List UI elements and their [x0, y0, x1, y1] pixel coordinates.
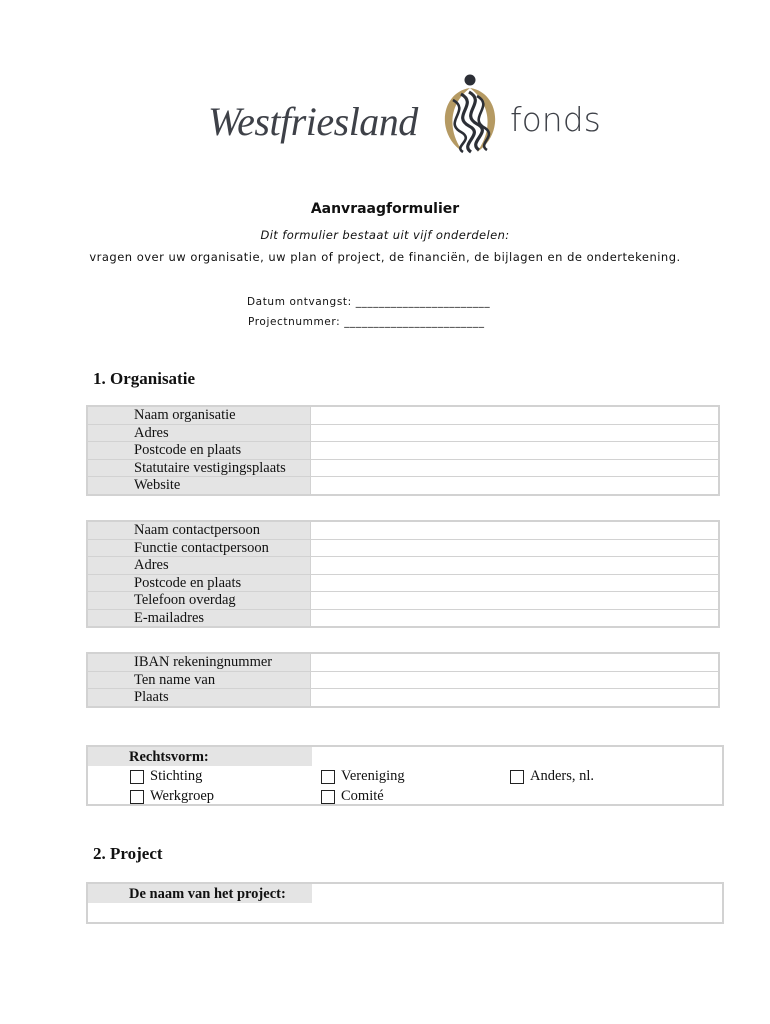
received-date-line: [247, 296, 490, 308]
table-row: [87, 671, 719, 689]
option-label: Comité: [341, 788, 384, 804]
field-label: E-mailadres: [87, 609, 310, 627]
table-row: [87, 609, 719, 627]
option-label: Werkgroep: [150, 788, 215, 804]
logo-wordmark: Westfriesland: [208, 99, 418, 144]
field-input-adres[interactable]: [310, 424, 719, 442]
section-project-heading: 2. Project: [93, 844, 163, 863]
field-input-postcode-plaats-contact[interactable]: [310, 574, 719, 592]
field-label: Postcode en plaats: [87, 442, 310, 460]
field-label: Naam contactpersoon: [87, 521, 310, 539]
field-label: Ten name van: [87, 671, 310, 689]
option-werkgroep[interactable]: [130, 788, 214, 805]
table-row: [87, 424, 719, 442]
option-label: Vereniging: [341, 768, 405, 784]
option-label: Stichting: [150, 768, 203, 784]
field-label: Adres: [87, 557, 310, 575]
project-name-label: De naam van het project:: [88, 884, 312, 903]
contact-table: [86, 520, 720, 628]
field-label: Adres: [87, 424, 310, 442]
field-input-naam-organisatie[interactable]: [310, 406, 719, 424]
option-stichting[interactable]: [130, 768, 202, 785]
project-number-line: [248, 316, 485, 328]
table-row: [87, 557, 719, 575]
checkbox-werkgroep[interactable]: [130, 790, 144, 804]
option-anders[interactable]: [510, 768, 594, 785]
table-row: [87, 592, 719, 610]
legal-form-label: Rechtsvorm:: [88, 747, 312, 766]
checkbox-vereniging[interactable]: [321, 770, 335, 784]
form-title: Aanvraagformulier: [310, 201, 460, 217]
section-organisatie-heading: 1. Organisatie: [93, 369, 195, 388]
field-label: Plaats: [87, 689, 310, 707]
field-input-postcode-plaats[interactable]: [310, 442, 719, 460]
checkbox-anders[interactable]: [510, 770, 524, 784]
checkbox-stichting[interactable]: [130, 770, 144, 784]
field-input-naam-contactpersoon[interactable]: [310, 521, 719, 539]
bank-table: [86, 652, 720, 708]
form-subtitle: Dit formulier bestaat uit vijf onderdelen:: [260, 228, 510, 242]
table-row: [87, 653, 719, 671]
option-vereniging[interactable]: [321, 768, 405, 785]
form-intro: vragen over uw organisatie, uw plan of project, de financiën, de bijlagen en de ondertekening.: [89, 250, 681, 264]
field-input-email[interactable]: [310, 609, 719, 627]
table-row: [87, 689, 719, 707]
checkbox-comite[interactable]: [321, 790, 335, 804]
logo-suffix: fonds: [510, 100, 601, 139]
field-input-telefoon[interactable]: [310, 592, 719, 610]
option-label: Anders, nl.: [530, 768, 595, 784]
field-input-functie[interactable]: [310, 539, 719, 557]
organisation-table: [86, 405, 720, 496]
project-number-label: Projectnummer:: [248, 316, 341, 328]
received-date-blank[interactable]: _______________________: [355, 296, 491, 308]
table-row: [87, 442, 719, 460]
received-date-label: Datum ontvangst:: [247, 296, 352, 308]
table-row: [87, 521, 719, 539]
field-input-ten-name-van[interactable]: [310, 671, 719, 689]
field-label: Naam organisatie: [87, 406, 310, 424]
field-input-adres-contact[interactable]: [310, 557, 719, 575]
field-input-plaats[interactable]: [310, 689, 719, 707]
field-input-website[interactable]: [310, 477, 719, 495]
field-label: Telefoon overdag: [87, 592, 310, 610]
field-label: Postcode en plaats: [87, 574, 310, 592]
field-label: Website: [87, 477, 310, 495]
project-number-blank[interactable]: ________________________: [344, 316, 485, 328]
field-input-vestigingsplaats[interactable]: [310, 459, 719, 477]
field-input-iban[interactable]: [310, 653, 719, 671]
table-row: [87, 477, 719, 495]
field-label: Statutaire vestigingsplaats: [87, 459, 310, 477]
table-row: [87, 406, 719, 424]
field-label: IBAN rekeningnummer: [87, 653, 310, 671]
project-name-box[interactable]: [86, 882, 724, 924]
field-label: Functie contactpersoon: [87, 539, 310, 557]
logo-mark-icon: [433, 74, 507, 154]
option-comite[interactable]: [321, 788, 384, 805]
table-row: [87, 459, 719, 477]
table-row: [87, 539, 719, 557]
westfriesland-fonds-logo: [208, 74, 608, 158]
legal-form-box: [86, 745, 724, 806]
table-row: [87, 574, 719, 592]
